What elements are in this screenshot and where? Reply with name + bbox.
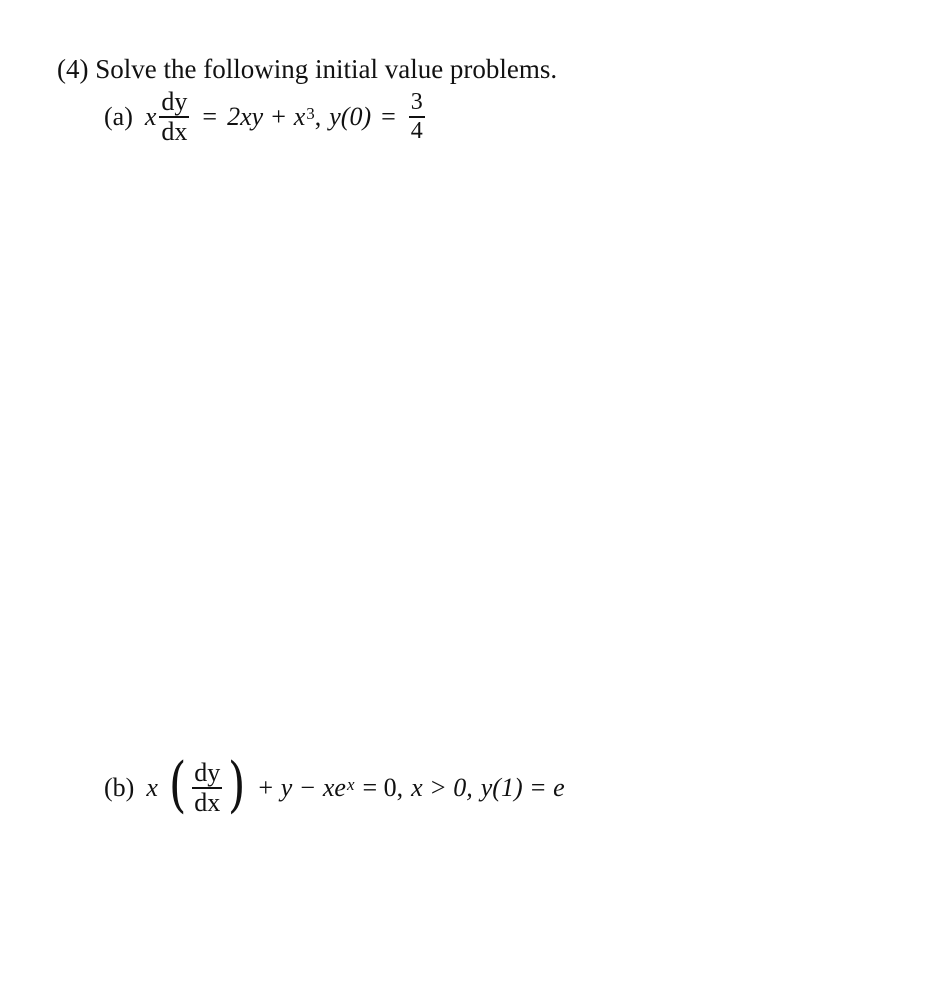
problem-a-derivative bbox=[159, 88, 189, 145]
problem-a-rhs: 2xy + x bbox=[227, 102, 306, 131]
problem-a-lhs-coeff: x bbox=[144, 102, 157, 131]
condition-numerator: 3 bbox=[410, 89, 423, 116]
derivative-numerator: dy bbox=[194, 758, 221, 788]
equals-sign: = bbox=[202, 102, 218, 131]
derivative-numerator: dy bbox=[161, 87, 188, 117]
problem-b-initial-condition: y(1) = e bbox=[480, 773, 565, 802]
problem-b-rest: + y − xe bbox=[256, 773, 346, 802]
open-parenthesis: ( bbox=[168, 750, 187, 820]
close-parenthesis: ) bbox=[228, 750, 246, 820]
problem-b-lhs-coeff: x bbox=[146, 773, 158, 802]
problem-b-domain: x > 0, bbox=[411, 773, 473, 802]
problem-b-label: (b) bbox=[104, 773, 135, 802]
condition-equals-sign: = bbox=[381, 102, 396, 131]
comma-separator: , bbox=[314, 102, 322, 131]
condition-denominator: 4 bbox=[410, 117, 423, 144]
derivative-denominator: dx bbox=[194, 787, 221, 817]
problem-b-derivative bbox=[192, 759, 222, 816]
problem-heading: (4) Solve the following initial value problems. bbox=[57, 54, 558, 84]
problem-a: (a) x $\frac{dy}{dx}$ = 2xy + x $^3$ , y(0) = $\frac{3}{4}$ bbox=[104, 87, 423, 146]
problem-b-equation-zero: = 0, bbox=[362, 773, 404, 802]
problem-a-label: (a) bbox=[104, 102, 133, 131]
initial-condition-value bbox=[409, 89, 425, 144]
initial-condition-lhs: y(0) bbox=[329, 102, 372, 131]
derivative-denominator: dx bbox=[161, 116, 188, 146]
problem-b: (b) x ( $\frac{dy}{dx}$ ) + y − xe $^x$ = 0, x > 0, y(1) = e bbox=[104, 750, 565, 820]
